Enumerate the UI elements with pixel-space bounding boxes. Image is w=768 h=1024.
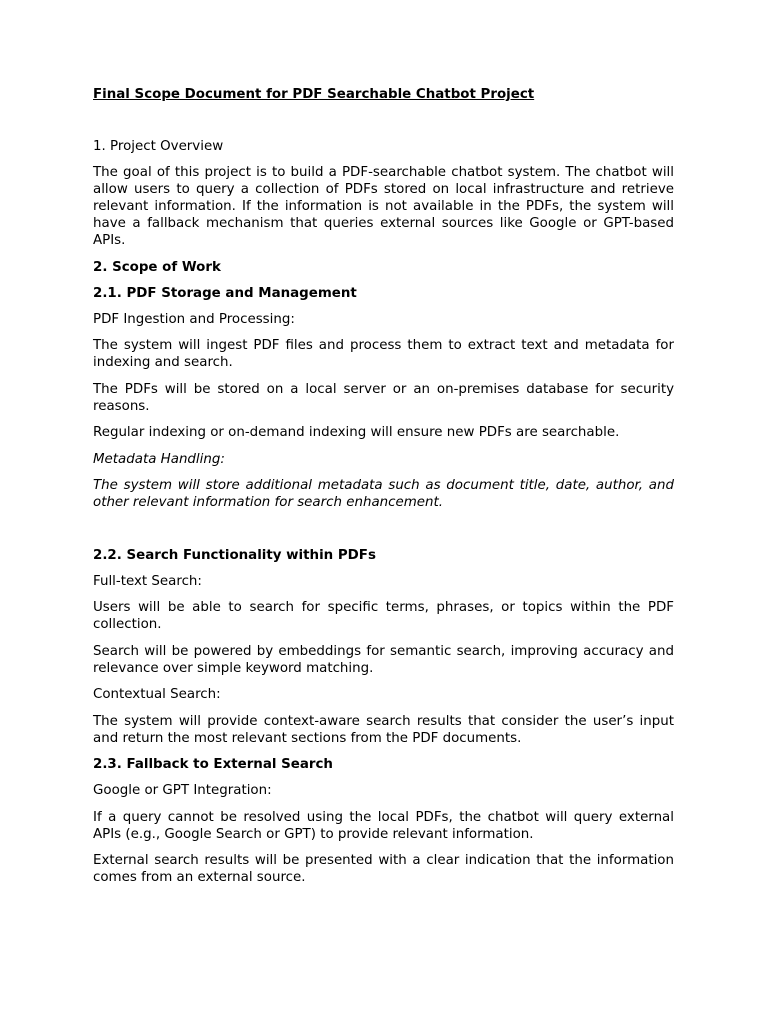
project-overview-paragraph: The goal of this project is to build a PDF-searchable chatbot system. The chatbot will allow users to query a collection of PDFs stored on local infrastructure and retrieve relevant information. If the information is not available in the PDFs, the system will have a fallback mechanism that queries external sources like Google or GPT-based APIs. (93, 165, 674, 248)
external-results-paragraph: External search results will be presented with a clear indication that the information comes from an external source. (93, 853, 674, 885)
storage-paragraph: The PDFs will be stored on a local server or an on-premises database for security reasons. (93, 381, 674, 414)
section-2-heading: 2. Scope of Work (93, 259, 221, 275)
section-2-3-heading: 2.3. Fallback to External Search (93, 757, 333, 772)
google-gpt-label: Google or GPT Integration: (93, 783, 272, 798)
contextual-search-label: Contextual Search: (93, 687, 221, 702)
metadata-label: Metadata Handling: (93, 451, 225, 467)
semantic-search-paragraph: Search will be powered by embeddings for semantic search, improving accuracy and relevance over simple keyword matching. (93, 643, 674, 676)
document-page (93, 86, 674, 896)
fallback-query-paragraph: If a query cannot be resolved using the local PDFs, the chatbot will query external APIs (e.g., Google Search or GPT) to provide relevant information. (93, 809, 674, 842)
section-2-1-heading: 2.1. PDF Storage and Management (93, 285, 357, 301)
pdf-ingestion-label: PDF Ingestion and Processing: (93, 311, 295, 327)
section-1-heading: 1. Project Overview (93, 139, 224, 154)
ingestion-paragraph: The system will ingest PDF files and process them to extract text and metadata for indexing and search. (93, 338, 674, 370)
indexing-paragraph: Regular indexing or on-demand indexing will ensure new PDFs are searchable. (93, 425, 620, 440)
section-2-2-heading: 2.2. Search Functionality within PDFs (93, 547, 376, 563)
metadata-paragraph: The system will store additional metadata such as document title, date, author, and other relevant information for search enhancement. (93, 478, 674, 510)
search-terms-paragraph: Users will be able to search for specific terms, phrases, or topics within the PDF collection. (93, 600, 674, 632)
full-text-search-label: Full-text Search: (93, 573, 202, 589)
section-spacer (93, 521, 674, 547)
document-title: Final Scope Document for PDF Searchable Chatbot Project (93, 87, 535, 102)
contextual-search-paragraph: The system will provide context-aware search results that consider the user’s input and return the most relevant sections from the PDF documents. (93, 713, 674, 746)
